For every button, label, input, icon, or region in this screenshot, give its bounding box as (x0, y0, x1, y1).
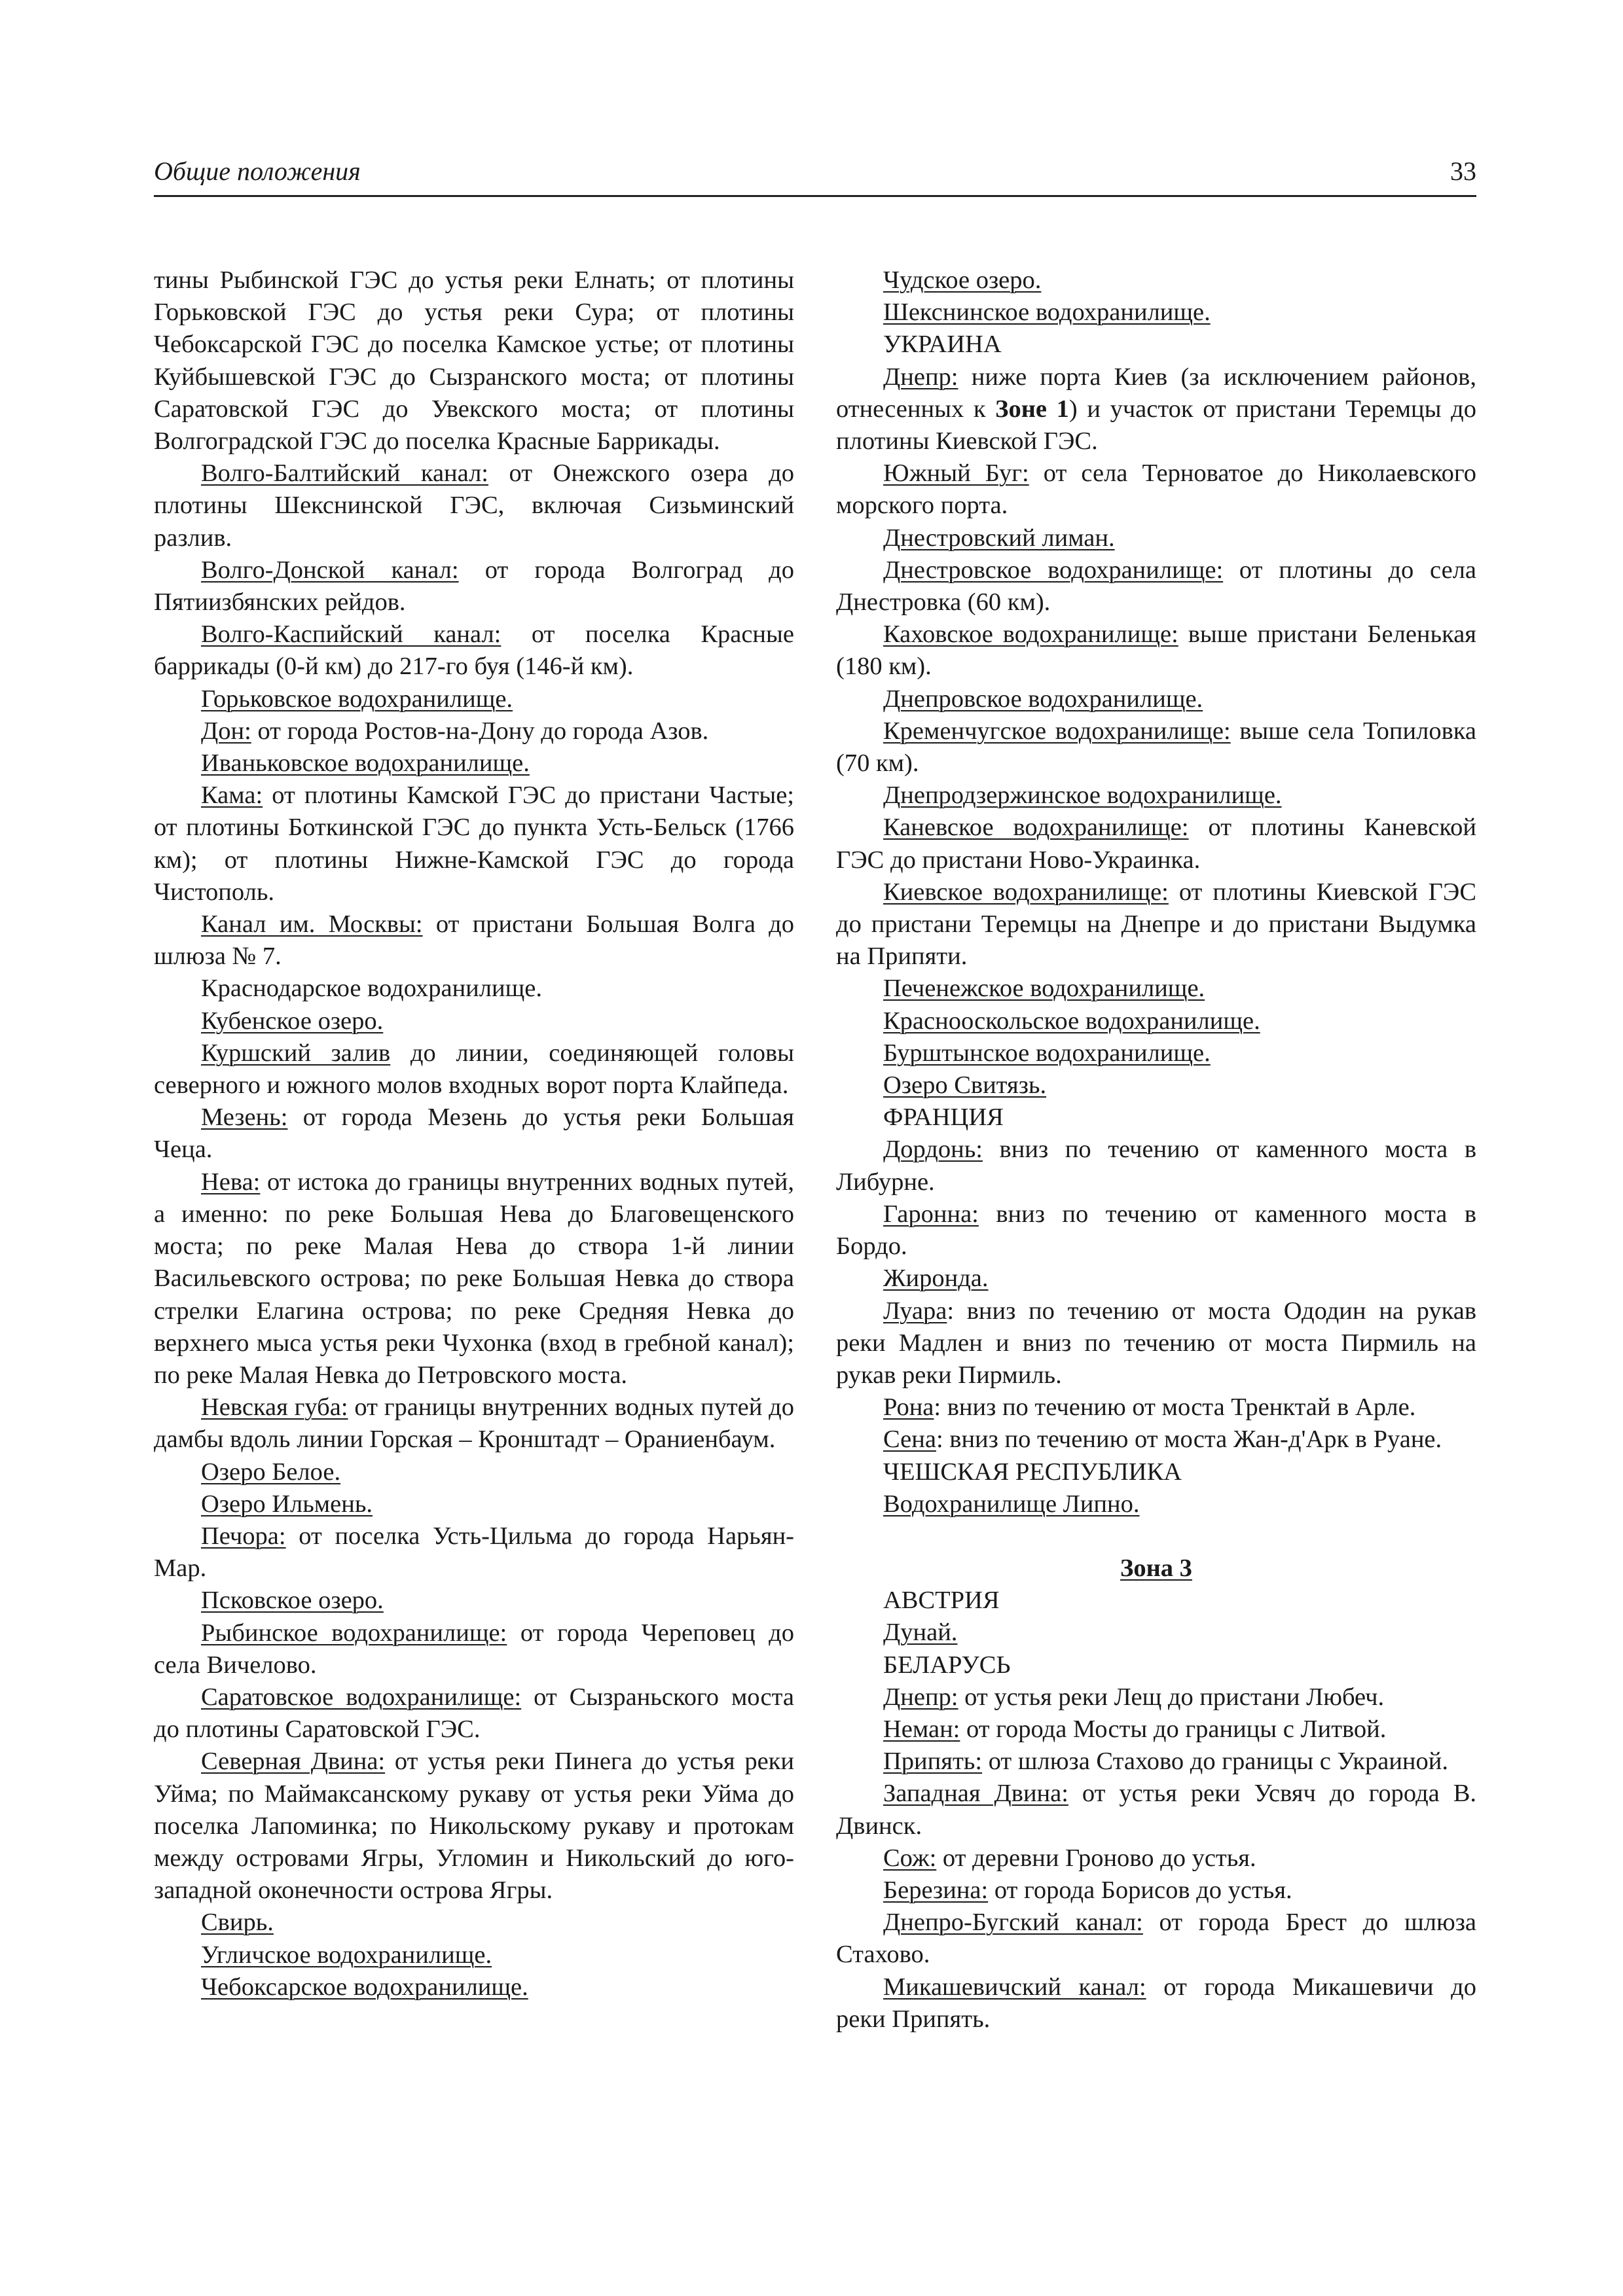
entry-term: Неман: (883, 1715, 960, 1743)
entry-paragraph (154, 1037, 794, 1102)
entry-text: УКРАИНА (883, 331, 1002, 359)
entry-term: Свирь. (201, 1909, 274, 1937)
entry-paragraph (836, 1746, 1476, 1778)
entry-paragraph (836, 1778, 1476, 1842)
entry-term: Шекснинское водохранилище. (883, 298, 1211, 327)
entry-text: БЕЛАРУСЬ (883, 1651, 1011, 1679)
entry-term: Озеро Свитязь. (883, 1071, 1047, 1100)
entry-paragraph (154, 457, 794, 554)
entry-term: Луара (883, 1297, 947, 1325)
entry-term: Дунай. (883, 1619, 958, 1647)
entry-paragraph (154, 683, 794, 715)
entry-term: Сож: (883, 1844, 937, 1872)
entry-paragraph (836, 619, 1476, 683)
left-column (154, 264, 794, 2003)
right-column (836, 264, 1476, 2036)
entry-text: от города Мезень до устья реки Большая Чеца. (154, 1103, 794, 1164)
entry-term: Каховское водохранилище: (883, 620, 1178, 649)
entry-term: Южный Буг: (883, 459, 1029, 488)
entry-text: от плотины Каневской ГЭС до пристани Ново-Украинка. (836, 814, 1477, 874)
entry-text: от поселка Усть-Цильма до города Нарьян-Мар. (154, 1522, 794, 1583)
entry-text: от истока до границы внутренних водных путей, а именно: по реке Большая Нева до Благовещенского моста; по реке Малая Нева до створа 1-й линии Васильевского острова; по реке Большая Невка до створа стрелки Елагина острова; по реке Средняя Невка до верхнего мыса устья реки Чухонка (вход в гребной канал); по реке Малая Невка до Петровского моста. (154, 1168, 794, 1389)
entry-term: Волго-Балтийский канал: (201, 459, 488, 488)
entry-text: вниз по течению от каменного моста в Либурне. (836, 1136, 1476, 1196)
running-header-title: Общие положения (154, 156, 361, 186)
entry-paragraph (154, 1488, 794, 1520)
entry-term: Саратовское водохранилище: (201, 1683, 522, 1711)
entry-term: Чудское озеро. (883, 266, 1042, 294)
entry-term: Днепр: (883, 363, 958, 391)
entry-text: от Онежского озера до плотины Шекснинской ГЭС, включая Сизьминский разлив. (154, 459, 794, 552)
entry-paragraph (836, 296, 1476, 329)
entry-term: Озеро Белое. (201, 1458, 341, 1486)
entry-term: Западная Двина: (883, 1780, 1068, 1808)
entry-paragraph (836, 683, 1476, 715)
entry-term: Иваньковское водохранилище. (201, 749, 530, 778)
entry-paragraph (154, 1971, 794, 2003)
entry-term: Водохранилище Липно. (883, 1490, 1140, 1518)
entry-term: Нева: (201, 1168, 261, 1196)
entry-text: от шлюза Стахово до границы с Украиной. (982, 1748, 1449, 1776)
entry-term: Псковское озеро. (201, 1587, 384, 1615)
entry-paragraph (154, 747, 794, 780)
entry-paragraph (836, 1263, 1476, 1295)
entry-term: Дон: (201, 717, 251, 745)
entry-paragraph (154, 1456, 794, 1488)
entry-term: Дордонь: (883, 1136, 983, 1164)
entry-text: от города Мосты до границы с Литвой. (960, 1715, 1387, 1743)
entry-paragraph (836, 1907, 1476, 1971)
entry-paragraph (836, 361, 1476, 458)
entry-term: Угличское водохранилище. (201, 1941, 492, 1969)
entry-paragraph (154, 1520, 794, 1585)
entry-paragraph (154, 780, 794, 908)
entry-text: Краснодарское водохранилище. (201, 975, 542, 1003)
entry-paragraph (836, 1488, 1476, 1520)
entry-paragraph (836, 1617, 1476, 1649)
entry-text: ЧЕШСКАЯ РЕСПУБЛИКА (883, 1458, 1182, 1486)
entry-text: от города Ростов-на-Дону до города Азов. (251, 717, 709, 745)
entry-text: от устья реки Лещ до пристани Любеч. (958, 1683, 1385, 1711)
entry-text: от границы внутренних водных путей до дамбы вдоль линии Горская – Кронштадт – Ораниенбаум. (154, 1393, 794, 1454)
entry-paragraph (154, 1939, 794, 1971)
entry-text: вниз по течению от каменного моста в Бордо. (836, 1200, 1476, 1261)
entry-text: от города Волгоград до Пятиизбянских рейдов. (154, 556, 794, 617)
entry-paragraph (836, 1134, 1476, 1198)
entry-term: Днепр: (883, 1683, 958, 1711)
entry-text: тины Рыбинской ГЭС до устья реки Елнать; от плотины Горьковской ГЭС до устья реки Сура; от плотины Чебоксарской ГЭС до поселка Камское устье; от плотины Куйбышевской ГЭС до Сызранского моста; от плотины Саратовской ГЭС до Увекского моста; от плотины Волгоградской ГЭС до поселка Красные Баррикады. (154, 266, 794, 456)
entry-text: от плотины Киевской ГЭС до пристани Теремцы на Днепре и до пристани Выдумка на Припяти. (836, 878, 1476, 971)
entry-text: от города Череповец до села Вичелово. (154, 1619, 794, 1679)
entry-text: до линии, соединяющей головы северного и южного молов входных ворот порта Клайпеда. (154, 1039, 794, 1100)
entry-term: Горьковское водохранилище. (201, 685, 513, 713)
entry-text: от города Микашевичи до реки Припять. (836, 1973, 1476, 2033)
entry-text: выше села Топиловка (70 км). (836, 717, 1476, 778)
entry-term: Бурштынское водохранилище. (883, 1039, 1211, 1067)
entry-paragraph (836, 1842, 1476, 1874)
entry-paragraph (154, 1907, 794, 1939)
entry-term: Днепродзержинское водохранилище. (883, 781, 1282, 810)
entry-term: Северная Двина: (201, 1748, 386, 1776)
entry-paragraph (154, 1166, 794, 1391)
entry-term: Мезень: (201, 1103, 288, 1132)
entry-paragraph (154, 554, 794, 619)
entry-paragraph (154, 715, 794, 747)
entry-term: Днестровское водохранилище: (883, 556, 1224, 584)
entry-text: выше пристани Беленькая (180 км). (836, 620, 1476, 681)
entry-term: Кубенское озеро. (201, 1007, 384, 1035)
entry-term: Кама: (201, 781, 263, 810)
entry-term: Печенежское водохранилище. (883, 975, 1205, 1003)
entry-term: Киевское водохранилище: (883, 878, 1169, 906)
entry-term: Припять: (883, 1748, 983, 1776)
entry-text: ниже порта Киев (за исключением районов, отнесенных к Зоне 1) и участок от пристани Теремцы до плотины Киевской ГЭС. (836, 363, 1476, 456)
entry-text: от устья реки Усвяч до города В. Двинск. (836, 1780, 1476, 1840)
entry-term: Чебоксарское водохранилище. (201, 1973, 528, 2001)
entry-text: от пристани Большая Волга до шлюза № 7. (154, 910, 794, 971)
entry-text: от плотины до села Днестровка (60 км). (836, 556, 1477, 617)
entry-paragraph (836, 1456, 1476, 1488)
entry-paragraph (836, 780, 1476, 812)
entry-term: Рыбинское водохранилище: (201, 1619, 507, 1647)
entry-term: Печора: (201, 1522, 286, 1550)
entry-paragraph (836, 1874, 1476, 1907)
entry-paragraph (836, 812, 1476, 876)
entry-paragraph (836, 715, 1476, 780)
entry-term: Каневское водохранилище: (883, 814, 1189, 842)
entry-paragraph (836, 973, 1476, 1005)
entry-paragraph (836, 522, 1476, 554)
entry-term: Сена (883, 1426, 936, 1454)
entry-paragraph (836, 1713, 1476, 1746)
zone-heading: Зона 3 (1120, 1554, 1192, 1582)
entry-term: Жиронда. (883, 1265, 989, 1293)
entry-paragraph (836, 1424, 1476, 1456)
entry-paragraph (836, 1681, 1476, 1713)
entry-term: Волго-Каспийский канал: (201, 620, 501, 649)
entry-term: Волго-Донской канал: (201, 556, 459, 584)
entry-text: от города Борисов до устья. (988, 1876, 1292, 1904)
entry-paragraph (154, 1005, 794, 1037)
entry-term: Канал им. Москвы: (201, 910, 423, 939)
entry-paragraph (154, 908, 794, 973)
entry-text: от Сызраньского моста до плотины Саратовской ГЭС. (154, 1683, 794, 1744)
page-number: 33 (1450, 156, 1476, 186)
entry-text: от плотины Камской ГЭС до пристани Частые; от плотины Боткинской ГЭС до пункта Усть-Бельск (1766 км); от плотины Нижне-Камской ГЭС до города Чистополь. (154, 781, 794, 906)
entry-paragraph (836, 1295, 1476, 1392)
entry-term: Березина: (883, 1876, 989, 1904)
entry-term: Днепро-Бугский канал: (883, 1909, 1143, 1937)
entry-paragraph (154, 973, 794, 1005)
entry-paragraph (154, 619, 794, 683)
entry-text: от города Брест до шлюза Стахово. (836, 1909, 1477, 1969)
entry-paragraph (836, 554, 1476, 619)
entry-text: от села Терноватое до Николаевского морского порта. (836, 459, 1476, 520)
entry-paragraph (154, 264, 794, 457)
entry-text: от поселка Красные баррикады (0-й км) до 217-го буя (146-й км). (154, 620, 794, 681)
entry-paragraph (836, 1198, 1476, 1263)
entry-text: : вниз по течению от моста Жан-д'Арк в Руане. (936, 1426, 1442, 1454)
entry-paragraph (836, 457, 1476, 522)
entry-paragraph (836, 264, 1476, 296)
entry-term: Краснооскольское водохранилище. (883, 1007, 1260, 1035)
entry-paragraph (154, 1585, 794, 1617)
entry-text: : вниз по течению от моста Тренктай в Арле. (934, 1393, 1416, 1422)
entry-term: Днестровский лиман. (883, 524, 1115, 552)
entry-text: : вниз по течению от моста Ододин на рукав реки Мадлен и вниз по течению от моста Пирмиль на рукав реки Пирмиль. (836, 1297, 1476, 1389)
entry-paragraph (836, 329, 1476, 361)
entry-term: Гаронна: (883, 1200, 979, 1228)
entry-text: от деревни Гроново до устья. (936, 1844, 1256, 1872)
entry-term: Куршский залив (201, 1039, 391, 1067)
entry-paragraph (836, 876, 1476, 973)
entry-paragraph (154, 1617, 794, 1681)
entry-paragraph (154, 1746, 794, 1907)
entry-paragraph (154, 1102, 794, 1166)
page-header (154, 156, 1476, 197)
entry-term: Озеро Ильмень. (201, 1490, 373, 1518)
entry-term: Рона (883, 1393, 934, 1422)
entry-paragraph (154, 1681, 794, 1746)
entry-text: ФРАНЦИЯ (883, 1103, 1004, 1132)
entry-paragraph (836, 1005, 1476, 1037)
entry-paragraph (836, 1971, 1476, 2036)
entry-term: Невская губа: (201, 1393, 348, 1422)
entry-paragraph (836, 1102, 1476, 1134)
entry-paragraph (154, 1391, 794, 1456)
entry-text: от устья реки Пинега до устья реки Уйма; по Маймаксанскому рукаву от устья реки Уйма до поселка Лапоминка; по Никольскому рукаву и протокам между островами Ягры, Угломин и Никольский до юго-западной оконечности острова Ягры. (154, 1748, 794, 1905)
entry-paragraph (836, 1585, 1476, 1617)
entry-paragraph (836, 1649, 1476, 1681)
entry-paragraph (836, 1069, 1476, 1102)
entry-text: АВСТРИЯ (883, 1587, 1000, 1615)
entry-term: Днепровское водохранилище. (883, 685, 1203, 713)
entry-paragraph (836, 1391, 1476, 1424)
entry-paragraph (836, 1037, 1476, 1069)
entry-term: Кременчугское водохранилище: (883, 717, 1231, 745)
entry-term: Микашевичский канал: (883, 1973, 1146, 2001)
